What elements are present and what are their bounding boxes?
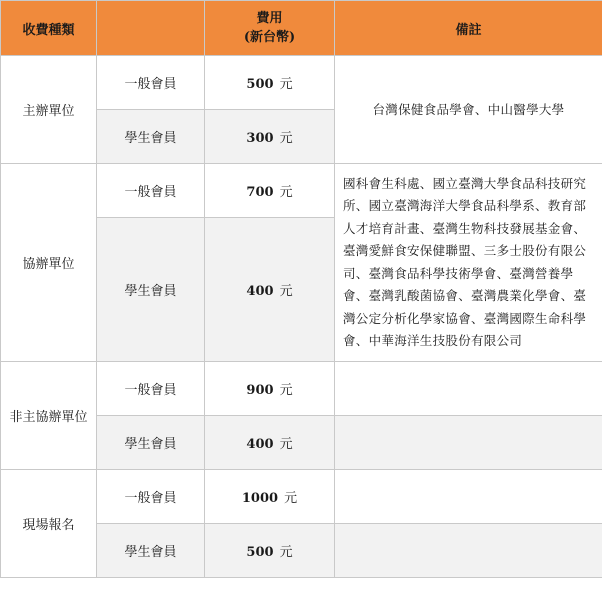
- fee-value: 700: [246, 185, 274, 200]
- member-type-student: 學生會員: [97, 218, 205, 362]
- fee-value: 300: [246, 131, 274, 146]
- fee-amount: [205, 524, 335, 578]
- note-co-organizers: 國科會生科處、國立臺灣大學食品科技研究所、國立臺灣海洋大學食品科學系、教育部人才培育計畫、臺灣生物科技發展基金會、臺灣愛鮮食安保健聯盟、三多士股份有限公司、臺灣食品科學技術學會、臺灣營養學會、臺灣乳酸菌協會、臺灣農業化學會、臺灣公定分析化學家協會、臺灣國際生命科學會、中華海洋生技股份有限公司: [335, 164, 602, 362]
- member-type-general: 一般會員: [97, 164, 205, 218]
- member-type-student: 學生會員: [97, 110, 205, 164]
- fee-value: 500: [246, 77, 274, 92]
- member-type-general: 一般會員: [97, 56, 205, 110]
- table-row: [1, 164, 602, 218]
- fee-value: 400: [246, 437, 274, 452]
- fee-unit: 元: [279, 383, 293, 398]
- fee-value: 900: [246, 383, 274, 398]
- member-type-general: 一般會員: [97, 362, 205, 416]
- header-spacer: [97, 1, 205, 56]
- member-type-general: 一般會員: [97, 470, 205, 524]
- fee-unit: 元: [279, 77, 293, 92]
- fee-unit: 元: [279, 131, 293, 146]
- header-note: 備註: [335, 1, 602, 56]
- fee-unit: 元: [279, 437, 293, 452]
- note-empty: [335, 416, 602, 470]
- fee-amount: [205, 164, 335, 218]
- fee-unit: 元: [279, 284, 293, 299]
- fee-amount: [205, 362, 335, 416]
- fee-amount: [205, 470, 335, 524]
- note-empty: [335, 362, 602, 416]
- table-row: [1, 56, 602, 110]
- header-fee: [205, 1, 335, 56]
- table-row: [1, 470, 602, 524]
- fee-amount: [205, 110, 335, 164]
- note-empty: [335, 470, 602, 524]
- header-fee-label: 費用: [256, 11, 283, 26]
- category-non-organizer: 非主協辦單位: [1, 362, 97, 470]
- category-host: 主辦單位: [1, 56, 97, 164]
- fee-unit: 元: [284, 491, 298, 506]
- note-host: 台灣保健食品學會、中山醫學大學: [335, 56, 602, 164]
- member-type-student: 學生會員: [97, 416, 205, 470]
- fee-unit: 元: [279, 185, 293, 200]
- note-empty: [335, 524, 602, 578]
- fee-value: 400: [246, 284, 274, 299]
- fee-amount: [205, 56, 335, 110]
- fee-unit: 元: [279, 545, 293, 560]
- fee-amount: [205, 218, 335, 362]
- fee-amount: [205, 416, 335, 470]
- member-type-student: 學生會員: [97, 524, 205, 578]
- header-fee-type: 收費種類: [1, 1, 97, 56]
- header-row: [1, 1, 602, 56]
- category-co-organizer: 協辦單位: [1, 164, 97, 362]
- fee-value: 1000: [241, 491, 279, 506]
- category-onsite: 現場報名: [1, 470, 97, 578]
- table-row: [1, 362, 602, 416]
- fee-value: 500: [246, 545, 274, 560]
- header-fee-currency: (新台幣): [243, 30, 296, 45]
